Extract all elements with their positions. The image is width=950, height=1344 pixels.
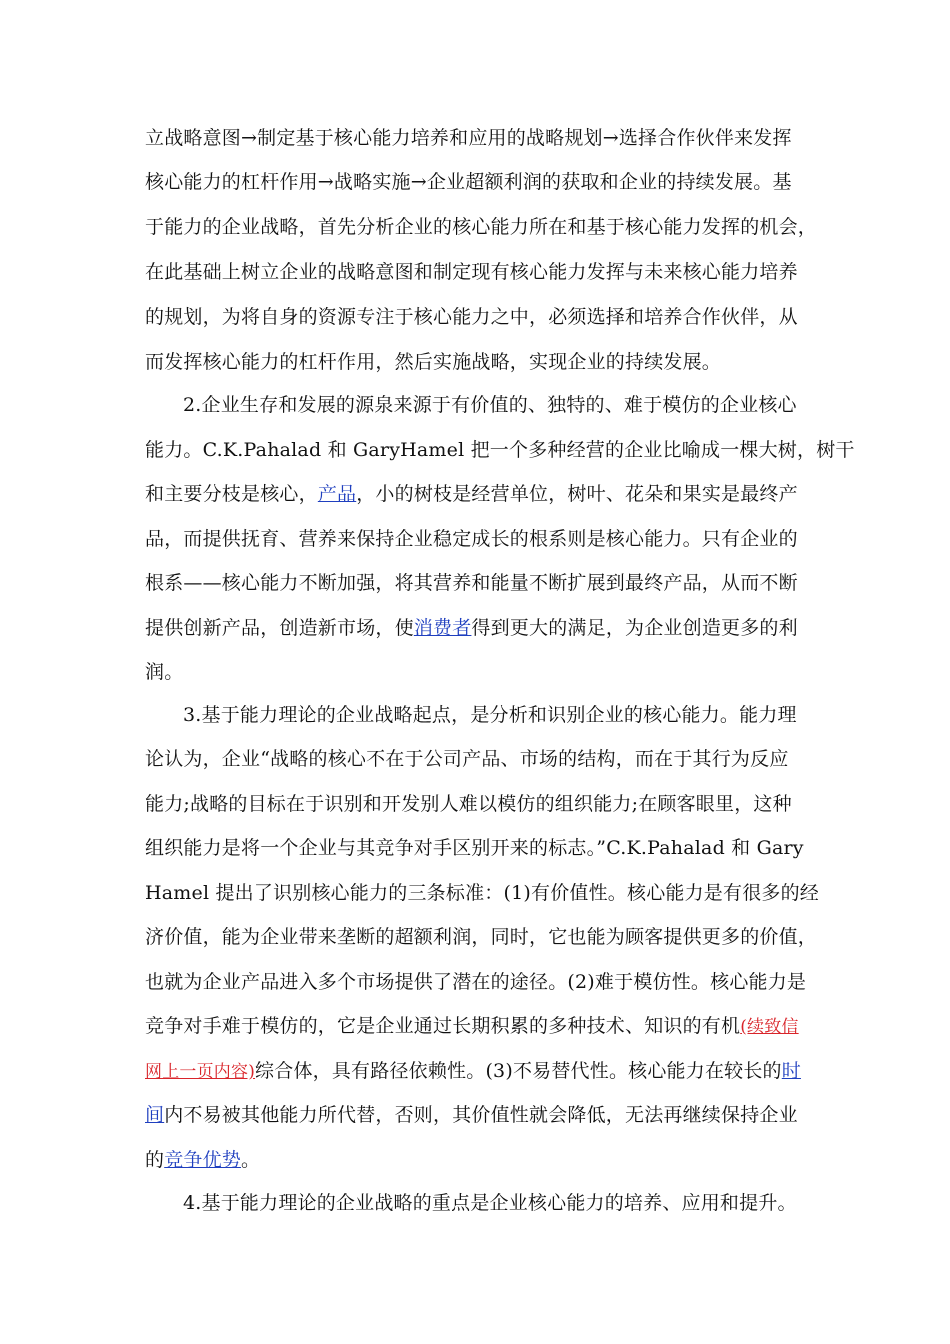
text: 的规划，为将自身的资源专注于核心能力之中，必须选择和培养合作伙伴，从	[145, 306, 798, 328]
text-line	[145, 303, 798, 331]
text-line	[145, 348, 721, 376]
text-line	[145, 124, 792, 152]
paragraph-3-start	[183, 701, 797, 729]
text-line	[145, 1101, 798, 1129]
text: 内不易被其他能力所代替，否则，其价值性就会降低，无法再继续保持企业	[164, 1104, 798, 1126]
text-line	[145, 658, 183, 686]
text: 。	[241, 1149, 261, 1171]
text: 4.基于能力理论的企业战略的重点是企业核心能力的培养、应用和提升。	[183, 1192, 797, 1214]
product-link[interactable]: 产品	[317, 483, 357, 505]
text-line	[145, 569, 798, 597]
text-line	[145, 213, 817, 241]
text: 3.基于能力理论的企业战略起点，是分析和识别企业的核心能力。能力理	[183, 704, 797, 726]
text-line	[145, 614, 798, 642]
text-line	[145, 1012, 799, 1040]
text: 在此基础上树立企业的战略意图和制定现有核心能力发挥与未来核心能力培养	[145, 261, 798, 283]
text-line	[145, 790, 792, 818]
text-line	[145, 168, 792, 196]
text-line	[145, 923, 817, 951]
text: 和主要分枝是核心，	[145, 483, 318, 505]
text: 组织能力是将一个企业与其竞争对手区别开来的标志。”C.K.Pahalad 和 Gary	[145, 837, 804, 859]
text: 的	[145, 1149, 165, 1171]
text: 综合体，具有路径依赖性。(3)不易替代性。核心能力在较长的	[255, 1060, 782, 1082]
text: 核心能力的杠杆作用→战略实施→企业超额利润的获取和企业的持续发展。基	[145, 171, 792, 193]
text-line	[145, 436, 855, 464]
time-link-continued[interactable]: 间	[145, 1104, 165, 1126]
text: 2.企业生存和发展的源泉来源于有价值的、独特的、难于模仿的企业核心	[183, 394, 797, 416]
text-line	[145, 480, 798, 508]
text: 能力;战略的目标在于识别和开发别人难以模仿的组织能力;在顾客眼里，这种	[145, 793, 792, 815]
consumer-link[interactable]: 消费者	[413, 617, 472, 639]
text: 立战略意图→制定基于核心能力培养和应用的战略规划→选择合作伙伴来发挥	[145, 127, 792, 149]
text: 能力。C.K.Pahalad 和 GaryHamel 把一个多种经营的企业比喻成一棵大树，树干	[145, 439, 855, 461]
text: 提供创新产品，创造新市场，使	[145, 617, 414, 639]
text: 品，而提供抚育、营养来保持企业稳定成长的根系则是核心能力。只有企业的	[145, 528, 798, 550]
text: ，小的树枝是经营单位，树叶、花朵和果实是最终产	[356, 483, 798, 505]
text-line	[145, 525, 798, 553]
time-link[interactable]: 时	[781, 1060, 801, 1082]
text: 根系——核心能力不断加强，将其营养和能量不断扩展到最终产品，从而不断	[145, 572, 798, 594]
text-line	[145, 1057, 801, 1085]
text-line	[145, 1146, 260, 1174]
text: 润。	[145, 661, 184, 683]
text-line	[145, 745, 789, 773]
reference-link[interactable]: (续致信	[740, 1017, 799, 1037]
text: 论认为，企业“战略的核心不在于公司产品、市场的结构，而在于其行为反应	[145, 748, 789, 770]
text-line	[145, 968, 806, 996]
text: 竞争对手难于模仿的，它是企业通过长期积累的多种技术、知识的有机	[145, 1015, 741, 1037]
text: Hamel 提出了识别核心能力的三条标准：(1)有价值性。核心能力是有很多的经	[145, 882, 819, 904]
text: 于能力的企业战略，首先分析企业的核心能力所在和基于核心能力发挥的机会，	[145, 216, 818, 238]
paragraph-2-start	[183, 391, 797, 419]
text: 得到更大的满足，为企业创造更多的利	[471, 617, 798, 639]
competitive-advantage-link[interactable]: 竞争优势	[164, 1149, 242, 1171]
text-line	[145, 258, 798, 286]
text: 也就为企业产品进入多个市场提供了潜在的途径。(2)难于模仿性。核心能力是	[145, 971, 807, 993]
text: 而发挥核心能力的杠杆作用，然后实施战略，实现企业的持续发展。	[145, 351, 722, 373]
text: 济价值，能为企业带来垄断的超额利润，同时，它也能为顾客提供更多的价值，	[145, 926, 818, 948]
paragraph-4-start	[183, 1189, 797, 1217]
reference-link-continued[interactable]: 网上一页内容)	[145, 1062, 256, 1082]
text-line	[145, 879, 819, 907]
text-line	[145, 834, 804, 862]
